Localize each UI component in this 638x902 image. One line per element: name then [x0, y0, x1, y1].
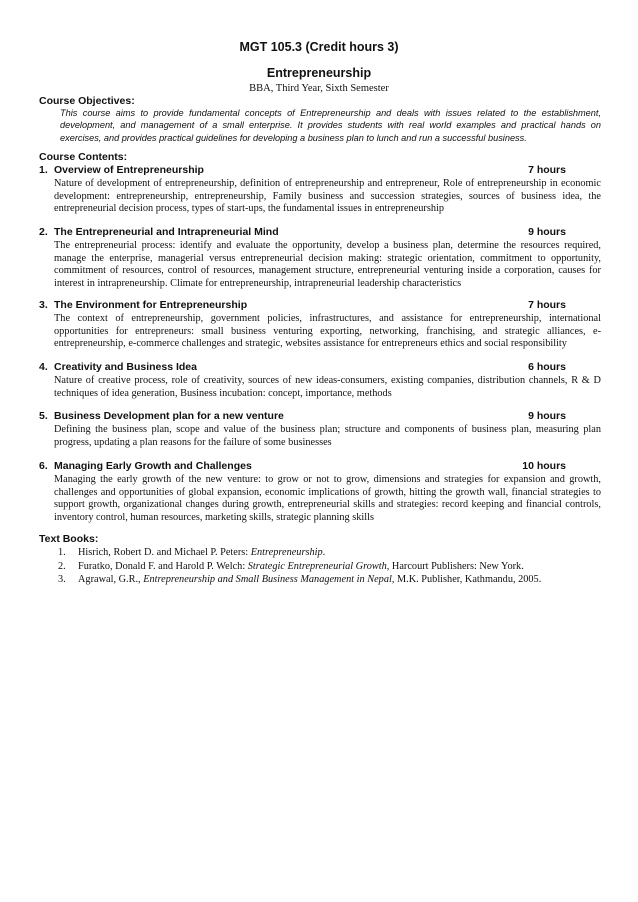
unit-hours: 7 hours: [528, 299, 566, 311]
objectives-heading: Course Objectives:: [39, 95, 135, 107]
unit-3: [39, 299, 601, 351]
unit-header: [39, 460, 601, 473]
textbooks-list: [58, 546, 598, 587]
unit-hours: 9 hours: [528, 410, 566, 422]
unit-number: 2.: [39, 226, 48, 238]
unit-title: Overview of Entrepreneurship: [54, 164, 204, 176]
unit-hours: 6 hours: [528, 361, 566, 373]
unit-4: [39, 361, 601, 400]
unit-description: Defining the business plan, scope and value of the business plan; structure and components of business plan, measuring plan progress, updating a plan reasons for the failure of some businesses: [54, 424, 601, 448]
unit-header: [39, 226, 601, 239]
unit-description: The context of entrepreneurship, government policies, infrastructures, and assistance for entrepreneurship, international opportunities for entrepreneurs: small business venturing exporting, networking, franchising, and strategic alliances, e-entrepreneurship, e-commerce challenges and strategic, websites assistance for entrepreneurs ethics and social responsibility: [54, 313, 601, 350]
unit-description: Nature of creative process, role of creativity, sources of new ideas-consumers, existing companies, distribution channels, R & D techniques of idea generation, Business incubation: concept, importance, methods: [54, 375, 601, 399]
course-code-heading: MGT 105.3 (Credit hours 3): [239, 40, 399, 54]
unit-number: 5.: [39, 410, 48, 422]
textbook-title: Strategic Entrepreneurial Growth,: [247, 560, 390, 572]
unit-number: 3.: [39, 299, 48, 311]
textbook-title: Entrepreneurship: [250, 547, 323, 558]
textbook-number: 2.: [58, 560, 66, 572]
textbook-authors: Agrawal, G.R.,: [78, 574, 144, 586]
unit-number: 4.: [39, 361, 48, 373]
unit-title: Business Development plan for a new venture: [54, 410, 284, 422]
textbook-number: 1.: [58, 547, 66, 558]
unit-description: Managing the early growth of the new venture: to grow or not to grow, dimensions and strategies for expansion and growth, challenges and opportunities of global expansion, economic implications of growth, hitting the growth wall, financial strategies to support growth, organizational changes during growth, entrepreneurial skills and strategies: record keeping and financial controls, inventory control, human resources, marketing skills, strategic planning skills: [54, 474, 601, 523]
textbooks-heading: Text Books:: [39, 533, 99, 545]
unit-hours: 7 hours: [528, 164, 566, 176]
unit-title: Creativity and Business Idea: [54, 361, 197, 373]
textbook-item: [58, 546, 598, 560]
unit-6: [39, 460, 601, 524]
contents-heading: Course Contents:: [39, 151, 128, 163]
program-line: BBA, Third Year, Sixth Semester: [249, 83, 389, 94]
unit-title: Managing Early Growth and Challenges: [54, 460, 252, 472]
textbook-publisher: , M.K. Publisher, Kathmandu, 2005.: [391, 574, 542, 586]
unit-description: The entrepreneurial process: identify and evaluate the opportunity, develop a business plan, determine the resources required, manage the enterprise, managerial versus entrepreneurial decision making: strategic orientation, commitment to opportunity, commitment of resources, control of resources, management structure, entrepreneurial venturing inside a corporation, causes for interest in intrapreneurship. Climate for entrepreneurship, intrapreneurial leadership characteristics: [54, 240, 601, 289]
unit-header: [39, 164, 601, 177]
unit-number: 6.: [39, 460, 48, 472]
unit-header: [39, 361, 601, 374]
textbook-authors: Furatko, Donald F. and Harold P. Welch:: [78, 560, 248, 572]
textbook-item: [58, 560, 598, 574]
textbook-number: 3.: [58, 574, 66, 586]
unit-1: [39, 164, 601, 216]
unit-hours: 9 hours: [528, 226, 566, 238]
unit-5: [39, 410, 601, 449]
textbook-authors: Hisrich, Robert D. and Michael P. Peters:: [78, 547, 251, 558]
unit-title: The Entrepreneurial and Intrapreneurial Mind: [54, 226, 279, 238]
unit-header: [39, 299, 601, 312]
textbook-title: Entrepreneurship and Small Business Management in Nepal: [143, 574, 392, 586]
unit-2: [39, 226, 601, 290]
textbook-publisher: Harcourt Publishers: New York.: [389, 560, 524, 572]
unit-title: The Environment for Entrepreneurship: [54, 299, 248, 311]
objectives-text: This course aims to provide fundamental concepts of Entrepreneurship and deals with issues related to the establishment, development, and management of a small enterprise. It provides students with real world examples and practical hands on exercises, and provides practical guidelines for developing a business plan to lunch and run a successful business.: [60, 108, 601, 143]
unit-number: 1.: [39, 164, 48, 176]
course-title-heading: Entrepreneurship: [266, 66, 372, 80]
textbook-publisher: .: [322, 547, 326, 558]
textbook-item: [58, 573, 598, 587]
unit-hours: 10 hours: [522, 460, 566, 472]
unit-description: Nature of development of entrepreneurship, definition of entrepreneurship and entrepreneur, Role of entrepreneurship in economic development: entrepreneurship, entrepreneurship, Family business and succession strategies, sources of business idea, the entrepreneurial decision process, types of start-ups, the fundamental issues in entrepreneurship: [54, 178, 601, 215]
unit-header: [39, 410, 601, 423]
